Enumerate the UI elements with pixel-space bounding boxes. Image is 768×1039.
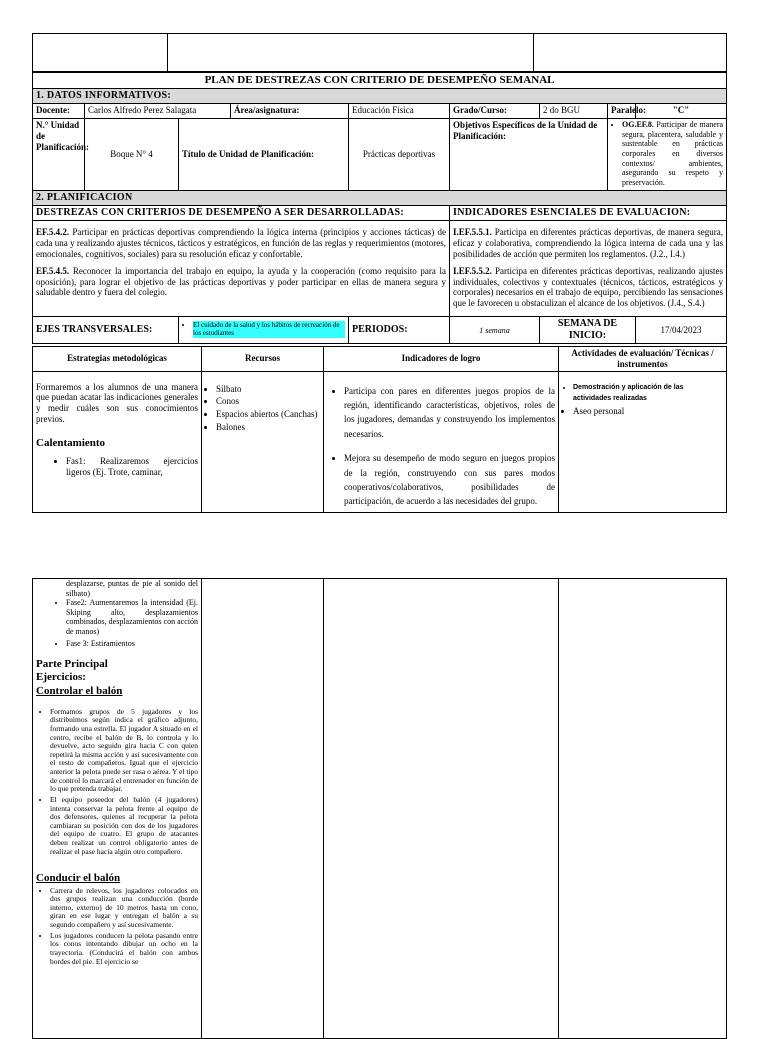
ejes-value: • El cuidado de la salud y los hábitos de recreación de los estudiantes: [193, 321, 345, 338]
controlar-item: • El equipo poseedor del balón (4 jugadores) intenta conservar la pelota frente al equipo de dos defensores, quienes al recuperar la pelota cambiaran su posición con dos de los jugadores del equipo de cuatro. El grupo de atacantes deben realizar un control obligatorio antes de realizar el pase hacia algún otro compañero.: [50, 796, 198, 856]
col-estrategias: Estrategias metodológicas: [33, 347, 202, 372]
parte-principal-heading: Parte Principal: [36, 658, 108, 671]
ef542-text: Participar en prácticas deportivas comprendiendo la lógica interna (principios y acciones tácticas) de cada una y realizando ajustes técnicos, tácticos y estratégicos, en función de las reglas y requerimientos (motores, emocionales, cognitivos, sociales) para su resolución eficaz y confortable.: [36, 227, 446, 259]
ejes-label: EJES TRANSVERSALES:: [33, 317, 179, 344]
conducir-list: [36, 887, 198, 967]
recurso-item: • Balones: [216, 422, 320, 433]
recursos-continued-cell: [202, 579, 324, 1039]
area-label: Área/asignatura:: [231, 104, 349, 119]
recursos-cell: [202, 371, 324, 512]
controlar-item: • Formamos grupos de 5 jugadores y los distribuimos según indica el gráfico adjunto, formando una estrella. El jugador A situado en el centro, recibe el balón de B, lo controla y lo devuelve, acto seguido gira hacia C con quien repetirá la misma acción y así sucesivamente con el resto de compañeros. Igual que el ejercicio anterior la pelota puede ser rasa o aérea. Y el tipo de control lo marcará el entrenador en función de lo que pretenda trabajar.: [50, 708, 198, 794]
objetivo-code: OG.EF.8.: [622, 120, 654, 130]
semana-label: SEMANA DE INICIO:: [540, 317, 636, 344]
col-recursos: Recursos: [202, 347, 324, 372]
fase2-item: • Fase2: Aumentaremos la intensidad (Ej. Skiping alto, desplazamientos combinados, desplazamientos con acción de manos): [66, 598, 198, 636]
col-actividades: Actividades de evaluación/ Técnicas / instrumentos: [559, 347, 727, 372]
recurso-item: • Silbato: [216, 384, 320, 395]
objetivos-label: Objetivos Específicos de la Unidad de Planificación:: [450, 119, 608, 191]
recurso-item: • Conos: [216, 396, 320, 407]
estrategias-continued-cell: [33, 579, 202, 1039]
objetivo-cell: [608, 119, 727, 191]
page-2: [0, 560, 768, 1024]
docente-label: Docente:: [33, 104, 85, 119]
ief552-code: I.EF.5.5.2.: [453, 265, 492, 276]
header-box: [32, 33, 727, 72]
ejercicios-heading: Ejercicios:: [36, 671, 86, 684]
conducir-heading: Conducir el balón: [36, 872, 121, 885]
area-value: Educación Física: [349, 104, 450, 119]
header-logo-cell: [33, 34, 168, 72]
controlar-heading: Controlar el balón: [36, 684, 123, 697]
destrezas-header: DESTREZAS CON CRITERIOS DE DESEMPEÑO A SER DESARROLLADAS:: [33, 206, 450, 221]
header-right-cell: [534, 34, 727, 72]
actividad-item: • Aseo personal: [573, 406, 723, 417]
fase3-item: • Fase 3: Estiramientos: [66, 639, 198, 649]
paralelo-value: "C": [636, 104, 727, 119]
ef545-code: EF.5.4.5.: [36, 265, 70, 276]
ief552-text: Participa en diferentes prácticas deportivas, realizando ajustes individuales, colectivos y contextuales (técnicos, tácticos, estratégicos y corporales) necesarios en el trabajo de equipo, percibiendo las sensaciones que le favorecen u obstaculizan el alcance de los objetivos. (J.4., S.4.): [453, 265, 724, 309]
estrategias-cell: [33, 371, 202, 512]
col-indicadores: Indicadores de logro: [324, 347, 559, 372]
titulo-value: Prácticas deportivas: [349, 119, 450, 191]
unidad-label: N.° Unidad de Planificación:: [33, 119, 85, 191]
ef542-code: EF.5.4.2.: [36, 227, 70, 238]
indicador-item: • Participa con pares en diferentes juegos propios de la región, identificando características, objetivos, roles de los jugadores, demandas y construyendo los implementos necesarios.: [344, 384, 555, 442]
fase1-item: • Fas1: Realizaremos ejercicios ligeros (Ej. Trote, caminar,: [66, 456, 198, 478]
section-planificacion: 2. PLANIFICACION: [33, 191, 727, 206]
docente-value: Carlos Alfredo Perez Salagata: [85, 104, 231, 119]
indicadores-logro-list: [324, 384, 555, 509]
semana-value: 17/04/2023: [636, 317, 727, 344]
plan-table: [32, 72, 727, 344]
actividad-item: • Demostración y aplicación de las actividades realizadas: [573, 382, 723, 404]
fase1-continued: desplazarse, puntas de pie al sonido del silbato): [66, 579, 198, 598]
indicadores-header: INDICADORES ESENCIALES DE EVALUACION:: [450, 206, 727, 221]
actividades-cell: [559, 371, 727, 512]
titulo-label: Título de Unidad de Planificación:: [179, 119, 349, 191]
fases-list: [36, 598, 198, 648]
objetivo-text: Participar de manera segura, placentera, saludable y sustentable en prácticas corporales en diversos contextos/ ambientes, asegurando su respeto y preservación.: [622, 120, 724, 187]
ejes-cell: [179, 317, 349, 344]
paralelo-label: Paralelo:: [608, 104, 636, 119]
actividades-continued-cell: [559, 579, 727, 1039]
activities-table-2: [32, 578, 727, 1039]
indicadores-cell: [450, 221, 727, 317]
activities-table-1: [32, 346, 727, 513]
indicadores-continued-cell: [324, 579, 559, 1039]
page-title: PLAN DE DESTREZAS CON CRITERIO DE DESEMPEÑO SEMANAL: [33, 73, 727, 89]
periodos-value: 1 semana: [450, 317, 540, 344]
calentamiento-list: [36, 456, 198, 478]
grado-value: 2 do BGU: [540, 104, 608, 119]
indicadores-logro-cell: [324, 371, 559, 512]
indicador-item: • Mejora su desempeño de modo seguro en juegos propios de la región, construyendo con sus pares modos cooperativos/colaborativos, posibilidades de participación, de acuerdo a las necesidades del grupo.: [344, 451, 555, 509]
recurso-item: • Espacios abiertos (Canchas): [216, 409, 320, 420]
actividades-list: [559, 382, 723, 417]
header-institution-cell: [168, 34, 534, 72]
destrezas-cell: [33, 221, 450, 317]
controlar-list: [36, 708, 198, 857]
conducir-item: • Carrera de relevos, los jugadores colocados en dos grupos realizan una conducción (borde interno, externo) de 10 metros hasta un cono, giran en ese lugar y entregan el balón a su segundo compañero y así sucesivamente.: [50, 887, 198, 930]
periodos-label: PERIODOS:: [349, 317, 450, 344]
calentamiento-heading: Calentamiento: [36, 436, 106, 449]
grado-label: Grado/Curso:: [450, 104, 540, 119]
recursos-list: [202, 384, 320, 433]
section-datos: 1. DATOS INFORMATIVOS:: [33, 89, 727, 104]
ef545-text: Reconocer la importancia del trabajo en equipo, la ayuda y la cooperación (como requisito para la oposición), para lograr el objetivo de las prácticas deportivas y poder participar en ellas de manera segura y saludable dentro y fuera del colegio.: [36, 265, 446, 298]
ief551-code: I.EF.5.5.1.: [453, 227, 492, 238]
conducir-item: • Los jugadores conducen la pelota pasando entre los conos intentando dibujar un ocho en la trayectoria. (Conducirá el balón con ambos bordes del pie. El ejercicio se: [50, 932, 198, 967]
ief551-text: Participa en diferentes prácticas deportivas, de manera segura, eficaz y colaborativa, comprendiendo la lógica interna de cada una y las posibilidades de acción que permiten los reglamentos. (J.2., I.4.): [453, 227, 724, 259]
estrategias-intro: Formaremos a los alumnos de una manera que puedan acatar las indicaciones generales y medir cuáles son sus conocimientos previos.: [36, 381, 198, 424]
bloque-value: Boque N° 4: [85, 119, 179, 191]
